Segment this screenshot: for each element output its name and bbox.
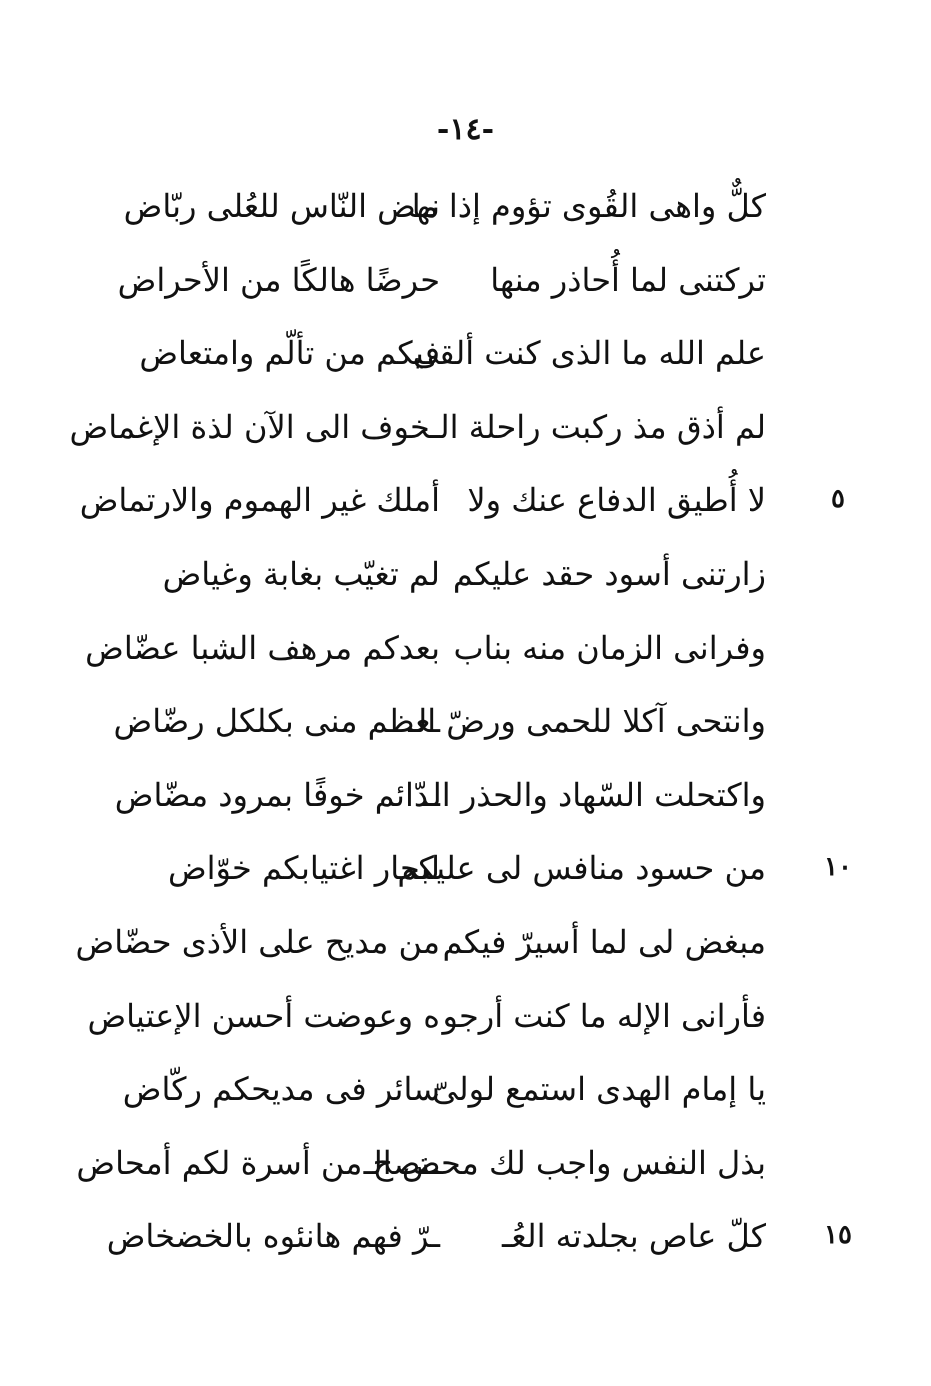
first-hemistich: من حسود منافس لى عليكم [397, 849, 766, 888]
first-hemistich: علم الله ما الذى كنت ألقى [412, 334, 766, 373]
second-hemistich: سائر فى مديحكم ركّاض [122, 1070, 440, 1109]
verse-line [0, 244, 931, 318]
verse-line [0, 464, 931, 538]
first-hemistich: فأرانى الإله ما كنت أرجو [442, 996, 766, 1035]
verse-line [0, 538, 931, 612]
second-hemistich: بعدكم مرهف الشبا عضّاض [85, 628, 440, 667]
first-hemistich: زارتنى أسود حقد عليكم [452, 554, 766, 593]
line-number: ١٠ [824, 852, 852, 883]
second-hemistich: ـعظم منى بكلكل رضّاض [113, 702, 440, 741]
verse-line [0, 1200, 931, 1274]
verse-line [0, 906, 931, 980]
first-hemistich: كلّ عاص بجلدته العُـ [502, 1217, 766, 1256]
first-hemistich: مبغض لى لما أسيرّ فيكم [442, 922, 766, 961]
second-hemistich: ـنصح من أسرة لكم أمحاض [76, 1143, 440, 1182]
verse-line [0, 685, 931, 759]
second-hemistich: لبحار اغتيابكم خوّاض [167, 849, 440, 888]
first-hemistich: تركتنى لما أُحاذر منها [490, 260, 766, 299]
verse-line [0, 391, 931, 465]
second-hemistich: ه وعوضت أحسن الإعتياض [87, 996, 440, 1035]
second-hemistich: نهض النّاس للعُلى ربّاض [123, 187, 440, 225]
poem-body [0, 170, 931, 1274]
verse-line [0, 1053, 931, 1127]
verse-line [0, 832, 931, 906]
verse-line [0, 612, 931, 686]
second-hemistich: أملك غير الهموم والارتماض [79, 481, 440, 520]
second-hemistich: ـدّائم خوفًا بمرود مضّاض [114, 775, 440, 814]
second-hemistich: ـرّ فهم هانئوه بالخضخاض [106, 1217, 440, 1256]
verse-line [0, 317, 931, 391]
first-hemistich: يا إمام الهدى استمع لولىّ [432, 1070, 766, 1109]
first-hemistich: لا أُطيق الدفاع عنك ولا [467, 481, 766, 520]
second-hemistich: من مديح على الأذى حضّاض [75, 922, 440, 961]
first-hemistich: وانتحى آكلا للحمى ورضّ الـ [408, 702, 766, 741]
first-hemistich: بذل النفس واجب لك محض الـ [363, 1143, 766, 1182]
second-hemistich: لم تغيّب بغابة وغياض [162, 554, 440, 593]
first-hemistich: وفرانى الزمان منه بناب [453, 628, 766, 667]
first-hemistich: لم أذق مذ ركبت راحلة الـ [430, 407, 766, 446]
second-hemistich: فيكم من تألّم وامتعاض [139, 334, 440, 373]
verse-line [0, 980, 931, 1054]
line-number: ١٥ [824, 1220, 852, 1251]
first-hemistich: كلٌّ واهى القُوى تؤوم إذا ما [411, 187, 766, 225]
second-hemistich: ـخوف الى الآن لذة الإغماض [69, 407, 440, 446]
second-hemistich: حرضًا هالكًا من الأحراض [117, 260, 440, 299]
first-hemistich: واكتحلت السّهاد والحذر الـ [422, 775, 766, 814]
page-number: -١٤- [436, 112, 495, 147]
line-number: ٥ [831, 484, 845, 515]
verse-line [0, 170, 931, 244]
verse-line [0, 1127, 931, 1201]
verse-line [0, 759, 931, 833]
